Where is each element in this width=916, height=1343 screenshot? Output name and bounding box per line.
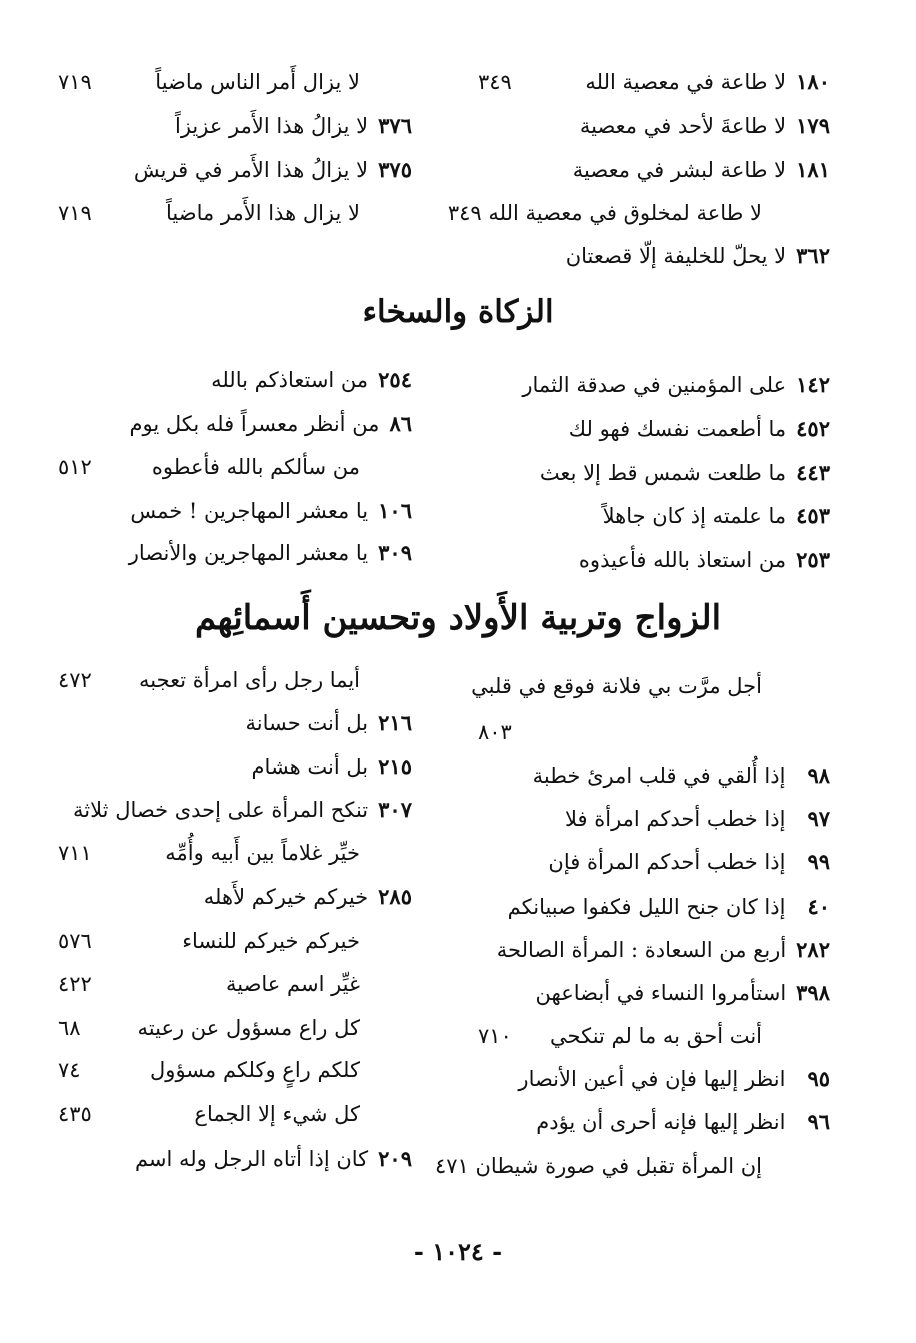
entry-number: ٩٨ xyxy=(807,763,830,788)
index-entry xyxy=(470,930,830,970)
page-reference: ٦٨ xyxy=(58,1016,81,1040)
index-entry xyxy=(50,62,412,102)
entry-text: إذا خطب أحدكم امرأة فلا xyxy=(564,807,786,831)
page-reference: ٥١٢ xyxy=(58,455,92,479)
entry-text: يا معشر المهاجرين ! خمس xyxy=(130,499,369,523)
index-entry xyxy=(470,1059,830,1099)
entry-text: إن المرأة تقبل في صورة شيطان ٤٧١ xyxy=(434,1154,762,1178)
entry-text: ما طلعت شمس قط إلا بعث xyxy=(539,461,787,485)
entry-number: ٤٥٢ xyxy=(796,416,830,441)
entry-number: ٢٥٤ xyxy=(378,367,412,392)
index-entry xyxy=(50,747,412,787)
index-entry xyxy=(470,887,830,927)
index-entry xyxy=(50,360,412,400)
index-entry xyxy=(434,1146,830,1186)
page-reference: ٧١١ xyxy=(58,841,92,865)
entry-text: كل شيء إلا الجماع xyxy=(194,1102,360,1126)
entry-number: ١٨١ xyxy=(796,157,830,182)
entry-text: لا يزالُ هذا الأَمر عزيزاً xyxy=(174,114,369,138)
index-entry xyxy=(470,666,830,706)
entry-number: ١٧٩ xyxy=(796,113,830,138)
entry-text: انظر إليها فإنه أحرى أن يؤدم xyxy=(536,1110,786,1134)
index-entry xyxy=(470,1016,830,1056)
index-entry xyxy=(470,62,830,102)
entry-number: ٩٥ xyxy=(807,1066,830,1091)
index-entry xyxy=(470,496,830,536)
index-entry xyxy=(470,756,830,796)
entry-number: ٩٩ xyxy=(807,849,830,874)
index-entry xyxy=(50,921,412,961)
entry-text: لا يزالُ هذا الأَمر في قريش xyxy=(133,158,369,182)
entry-text: لا طاعةَ لأحد في معصية xyxy=(579,114,787,138)
page-reference: ٤٧٢ xyxy=(58,668,92,692)
entry-text: خيركم خيركم لأَهله xyxy=(203,885,369,909)
entry-text: من سألكم بالله فأعطوه xyxy=(151,455,360,479)
entry-number: ١٠٦ xyxy=(378,498,412,523)
entry-text: غيِّر اسم عاصية xyxy=(225,972,360,996)
page-reference: ٥٧٦ xyxy=(58,929,92,953)
entry-number: ٣٧٥ xyxy=(378,157,412,182)
entry-number: ٣٦٢ xyxy=(796,243,830,268)
entry-number: ٤٠ xyxy=(807,894,830,919)
index-entry xyxy=(470,150,830,190)
entry-text: بل أنت هشام xyxy=(251,755,369,779)
entry-text: من أنظر معسراً فله بكل يوم xyxy=(129,412,380,436)
index-entry xyxy=(470,365,830,405)
entry-number: ١٤٢ xyxy=(796,372,830,397)
index-entry xyxy=(50,447,412,487)
index-entry xyxy=(50,703,412,743)
index-entry xyxy=(50,833,412,873)
index-entry xyxy=(447,193,830,233)
page-number: - ١٠٢٤ - xyxy=(413,1237,503,1266)
entry-text: أيما رجل رأى امرأة تعجبه xyxy=(139,668,360,692)
entry-number: ٢٨٥ xyxy=(378,884,412,909)
index-entry xyxy=(470,842,830,882)
entry-number: ٤٥٣ xyxy=(796,503,830,528)
entry-text: من استعاذ بالله فأعيذوه xyxy=(578,548,787,572)
entry-number: ١٨٠ xyxy=(796,69,830,94)
entry-number: ٣٩٨ xyxy=(796,980,830,1005)
entry-text: لا طاعة لبشر في معصية xyxy=(572,158,787,182)
entry-number: ٢٠٩ xyxy=(378,1146,412,1171)
entry-text: لا طاعة لمخلوق في معصية الله ٣٤٩ xyxy=(447,201,762,225)
entry-number: ٤٤٣ xyxy=(796,460,830,485)
index-entry xyxy=(50,404,412,444)
entry-number: ٩٧ xyxy=(807,806,830,831)
entry-text: لا يزال هذا الأَمر ماضياً xyxy=(166,201,360,225)
page-reference: ٧٤ xyxy=(58,1058,81,1082)
index-entry xyxy=(50,1008,412,1048)
index-entry xyxy=(470,453,830,493)
entry-number: ٢١٥ xyxy=(378,754,412,779)
entry-text: استأمروا النساء في أبضاعهن xyxy=(535,981,787,1005)
page-reference: ٧١٩ xyxy=(58,70,92,94)
entry-text: كان إذا أتاه الرجل وله اسم xyxy=(134,1147,369,1171)
entry-text: على المؤمنين في صدقة الثمار xyxy=(522,373,787,397)
entry-text: لا طاعة في معصية الله xyxy=(585,70,787,94)
entry-text: تنكح المرأة على إحدى خصال ثلاثة xyxy=(73,798,369,822)
index-entry xyxy=(50,1050,412,1090)
entry-text: كلكم راعٍ وكلكم مسؤول xyxy=(150,1058,360,1082)
entry-text: إذا أُلقي في قلب امرئ خطبة xyxy=(532,764,786,788)
index-entry xyxy=(50,964,412,1004)
entry-text: ما علمته إذ كان جاهلاً xyxy=(602,504,787,528)
entry-text: لا يحلّ للخليفة إلّا قصعتان xyxy=(565,244,787,268)
page-reference: ٤٣٥ xyxy=(58,1102,92,1126)
entry-number: ٢١٦ xyxy=(378,710,412,735)
entry-number: ٣٧٦ xyxy=(378,113,412,138)
index-entry xyxy=(470,106,830,146)
entry-text: ما أطعمت نفسك فهو لك xyxy=(568,417,787,441)
entry-number: ٩٦ xyxy=(807,1109,830,1134)
index-entry xyxy=(470,712,830,752)
entry-text: انظر إليها فإن في أعين الأنصار xyxy=(518,1067,786,1091)
entry-number: ٣٠٧ xyxy=(378,797,412,822)
entry-number: ٢٥٣ xyxy=(796,547,830,572)
index-entry xyxy=(50,150,412,190)
index-entry xyxy=(50,106,412,146)
index-entry xyxy=(470,409,830,449)
index-entry xyxy=(50,790,412,830)
index-entry xyxy=(470,799,830,839)
entry-text: كل راع مسؤول عن رعيته xyxy=(137,1016,360,1040)
index-entry xyxy=(50,1094,412,1134)
index-entry xyxy=(50,491,412,531)
entry-text: إذا خطب أحدكم المرأة فإن xyxy=(548,850,786,874)
section-heading-marriage: الزواج وتربية الأَولاد وتحسين أَسمائِهم xyxy=(194,598,722,638)
entry-number: ٨٦ xyxy=(389,411,412,436)
entry-text: أربع من السعادة : المرأة الصالحة xyxy=(496,938,787,962)
entry-text: أجل مرَّت بي فلانة فوقع في قلبي xyxy=(471,674,762,698)
index-entry xyxy=(470,540,830,580)
index-entry xyxy=(470,1102,830,1142)
entry-text: إذا كان جنح الليل فكفوا صبيانكم xyxy=(507,895,786,919)
index-entry xyxy=(50,533,412,573)
section-heading-zakat: الزكاة والسخاء xyxy=(362,294,554,330)
entry-text: لا يزال أَمر الناس ماضياً xyxy=(155,70,360,94)
entry-text: من استعاذكم بالله xyxy=(211,368,369,392)
entry-text: أنت أحق به ما لم تنكحي xyxy=(550,1024,762,1048)
index-entry xyxy=(50,1139,412,1179)
page-reference: ٣٤٩ xyxy=(478,70,512,94)
page-reference: ٤٢٢ xyxy=(58,972,92,996)
entry-text: يا معشر المهاجرين والأنصار xyxy=(128,541,369,565)
entry-text: خيِّر غلاماً بين أَبيه وأُمِّه xyxy=(165,841,360,865)
entry-text: بل أنت حسانة xyxy=(245,711,369,735)
index-entry xyxy=(50,877,412,917)
index-entry xyxy=(50,193,412,233)
page-reference: ٧١٩ xyxy=(58,201,92,225)
entry-text: خيركم خيركم للنساء xyxy=(182,929,360,953)
entry-number: ٣٠٩ xyxy=(378,540,412,565)
index-entry xyxy=(470,973,830,1013)
entry-number: ٢٨٢ xyxy=(796,937,830,962)
index-entry xyxy=(470,236,830,276)
page-reference: ٨٠٣ xyxy=(478,720,512,744)
index-entry xyxy=(50,660,412,700)
page-reference: ٧١٠ xyxy=(478,1024,512,1048)
